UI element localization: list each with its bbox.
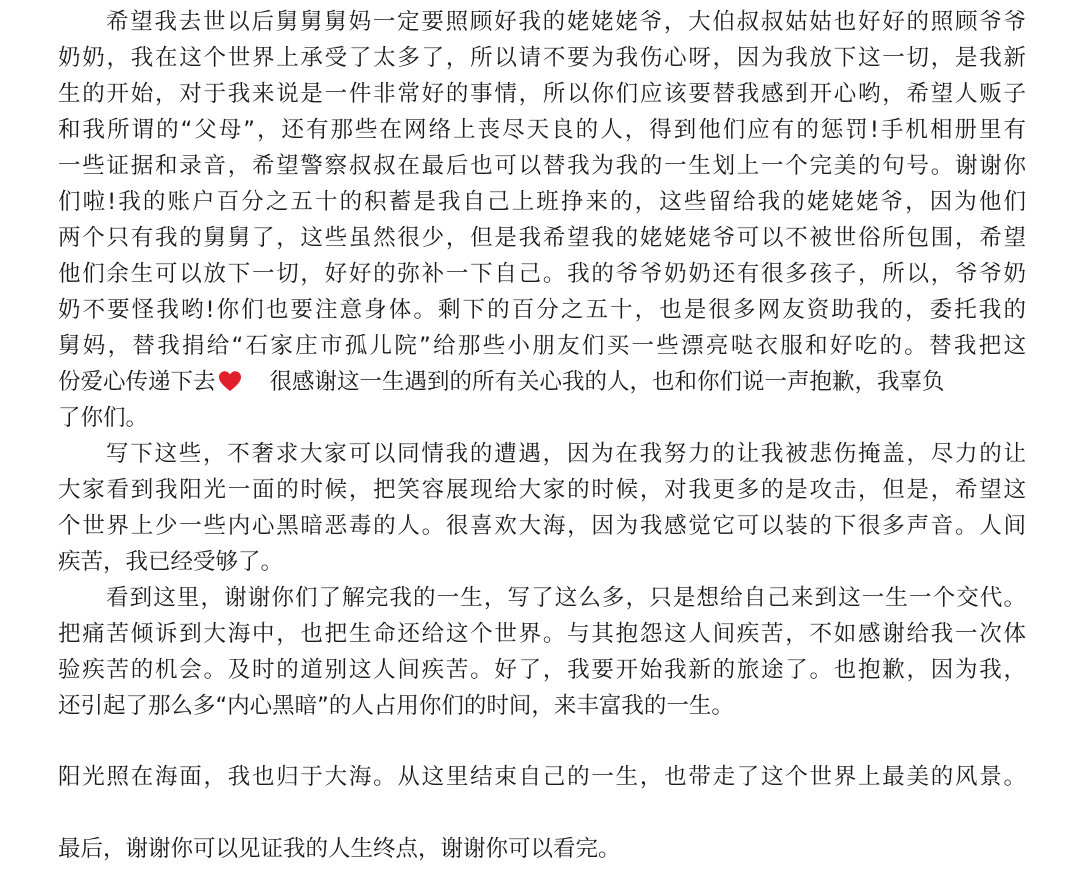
paragraph-2-line-4: 疾苦，我已经受够了。	[58, 549, 284, 575]
paragraph-1-line-5: 一些证据和录音，希望警察叔叔在最后也可以替我为我的一生划上一个完美的句号。谢谢你	[58, 153, 1026, 179]
paragraph-3-line-4: 还引起了那么多“内心黑暗”的人占用你们的时间，来丰富我的一生。	[58, 693, 734, 719]
paragraph-1-line-1: 希望我去世以后舅舅舅妈一定要照顾好我的姥姥姥爷，大伯叔叔姑姑也好好的照顾爷爷	[106, 9, 1026, 35]
paragraph-5: 最后，谢谢你可以见证我的人生终点，谢谢你可以看完。	[58, 836, 621, 862]
line-11-text-after-heart: 很感谢这一生遇到的所有关心我的人，也和你们说一声抱歉，我辜负	[269, 369, 945, 395]
paragraph-1-line-8: 他们余生可以放下一切，好好的弥补一下自己。我的爷爷奶奶还有很多孩子，所以，爷爷奶	[58, 261, 1026, 287]
paragraph-1-line-6: 们啦!我的账户百分之五十的积蓄是我自己上班挣来的，这些留给我的姥姥姥爷，因为他们	[58, 189, 1026, 215]
paragraph-1-line-10: 舅妈，替我捐给“石家庄市孤儿院”给那些小朋友们买一些漂亮哒衣服和好吃的。替我把这	[58, 333, 1026, 359]
paragraph-1-line-7: 两个只有我的舅舅了，这些虽然很少，但是我希望我的姥姥姥爷可以不被世俗所包围，希望	[58, 225, 1026, 251]
paragraph-3-line-2: 把痛苦倾诉到大海中，也把生命还给这个世界。与其抱怨这人间疾苦，不如感谢给我一次体	[58, 621, 1026, 647]
paragraph-1-line-12: 了你们。	[58, 405, 149, 431]
paragraph-1-line-2: 奶奶，我在这个世界上承受了太多了，所以请不要为我伤心呀，因为我放下这一切，是我新	[58, 45, 1026, 71]
paragraph-1-line-9: 奶不要怪我哟!你们也要注意身体。剩下的百分之五十，也是很多网友资助我的，委托我的	[58, 297, 1026, 323]
paragraph-2-line-2: 大家看到我阳光一面的时候，把笑容展现给大家的时候，对我更多的是攻击，但是，希望这	[58, 477, 1026, 503]
paragraph-2-line-3: 个世界上少一些内心黑暗恶毒的人。很喜欢大海，因为我感觉它可以装的下很多声音。人间	[58, 513, 1026, 539]
line-11-text-before-heart: 份爱心传递下去	[58, 369, 216, 395]
paragraph-1-line-3: 生的开始，对于我来说是一件非常好的事情，所以你们应该要替我感到开心哟，希望人贩子	[58, 81, 1026, 107]
paragraph-3-line-3: 验疾苦的机会。及时的道别这人间疾苦。好了，我要开始我新的旅途了。也抱歉，因为我，	[58, 657, 1026, 683]
heart-icon	[218, 367, 242, 389]
paragraph-3-line-1: 看到这里，谢谢你们了解完我的一生，写了这么多，只是想给自己来到这一生一个交代。	[106, 585, 1026, 611]
paragraph-1-line-4: 和我所谓的“父母”，还有那些在网络上丧尽天良的人，得到他们应有的惩罚!手机相册里有	[58, 117, 1026, 143]
paragraph-4: 阳光照在海面，我也归于大海。从这里结束自己的一生，也带走了这个世界上最美的风景。	[58, 764, 1026, 790]
paragraph-2-line-1: 写下这些，不奢求大家可以同情我的遭遇，因为在我努力的让我被悲伤掩盖，尽力的让	[106, 441, 1026, 467]
paragraph-1-line-11	[58, 364, 1026, 400]
